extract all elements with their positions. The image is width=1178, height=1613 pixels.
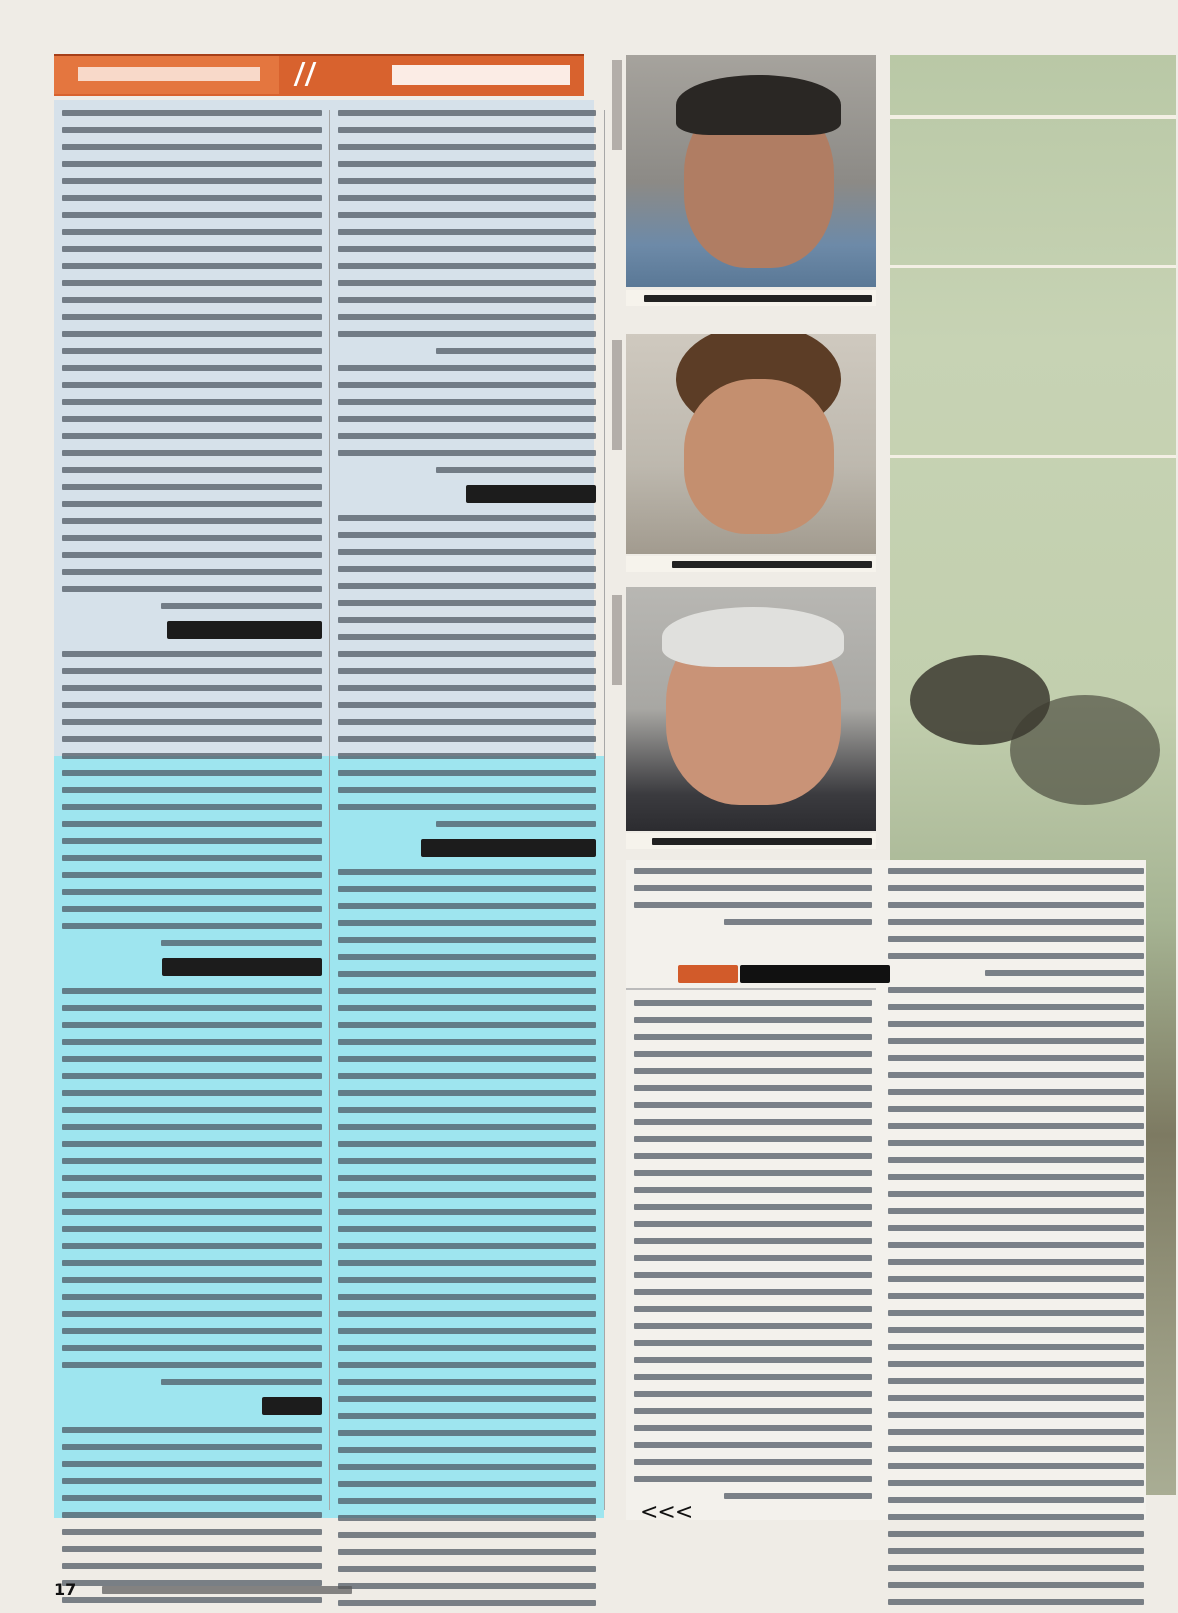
text-line xyxy=(724,1493,872,1499)
text-line xyxy=(634,1051,872,1057)
subheading xyxy=(167,621,322,639)
text-line xyxy=(985,970,1144,976)
text-line xyxy=(634,1187,872,1193)
text-line xyxy=(62,297,322,303)
text-line xyxy=(338,668,596,674)
footer-issue-info xyxy=(102,1586,352,1594)
column-rule xyxy=(604,110,605,1510)
text-line xyxy=(338,787,596,793)
text-line xyxy=(634,1289,872,1295)
text-line xyxy=(338,804,596,810)
text-line xyxy=(338,869,596,875)
text-line xyxy=(338,1447,596,1453)
text-line xyxy=(62,535,322,541)
text-line xyxy=(62,1461,322,1467)
text-line xyxy=(338,1345,596,1351)
text-line xyxy=(338,1005,596,1011)
subheading xyxy=(466,485,596,503)
text-line xyxy=(888,1582,1144,1588)
text-line xyxy=(338,1090,596,1096)
sidebar-heading-rule xyxy=(626,988,876,990)
text-line xyxy=(338,736,596,742)
text-line xyxy=(888,1123,1144,1129)
text-line xyxy=(888,987,1144,993)
text-line xyxy=(338,1209,596,1215)
text-line xyxy=(634,1340,872,1346)
text-line xyxy=(338,988,596,994)
text-line xyxy=(888,868,1144,874)
text-line xyxy=(338,127,596,133)
text-line xyxy=(62,1362,322,1368)
text-line xyxy=(888,902,1144,908)
text-line xyxy=(634,1442,872,1448)
text-line xyxy=(634,1119,872,1125)
text-line xyxy=(338,753,596,759)
text-line xyxy=(888,1089,1144,1095)
text-line xyxy=(634,1408,872,1414)
text-line xyxy=(888,1480,1144,1486)
text-line xyxy=(62,229,322,235)
text-line xyxy=(62,1090,322,1096)
text-line xyxy=(634,1136,872,1142)
text-line xyxy=(888,953,1144,959)
sidebar-label xyxy=(678,965,738,983)
text-line xyxy=(338,365,596,371)
text-line xyxy=(888,1259,1144,1265)
text-line xyxy=(634,1374,872,1380)
photo-credit xyxy=(612,595,622,685)
text-line xyxy=(62,501,322,507)
text-line xyxy=(888,919,1144,925)
text-line xyxy=(62,1563,322,1569)
text-line xyxy=(338,719,596,725)
text-line xyxy=(62,1495,322,1501)
text-line xyxy=(634,1425,872,1431)
text-line xyxy=(634,1238,872,1244)
text-line xyxy=(338,1481,596,1487)
text-line xyxy=(634,1357,872,1363)
text-line xyxy=(888,1361,1144,1367)
text-line xyxy=(634,1323,872,1329)
text-line xyxy=(338,212,596,218)
text-line xyxy=(888,1565,1144,1571)
text-line xyxy=(888,1429,1144,1435)
text-line xyxy=(338,1328,596,1334)
text-line xyxy=(634,1000,872,1006)
text-line xyxy=(338,1413,596,1419)
text-line xyxy=(62,1345,322,1351)
text-line xyxy=(62,586,322,592)
text-line xyxy=(634,1459,872,1465)
text-line xyxy=(62,144,322,150)
text-line xyxy=(338,144,596,150)
text-line xyxy=(62,770,322,776)
text-line xyxy=(338,1073,596,1079)
text-line xyxy=(888,1514,1144,1520)
hair xyxy=(662,607,844,667)
ribbon-separator xyxy=(294,62,317,86)
text-line xyxy=(634,1391,872,1397)
text-line xyxy=(888,1548,1144,1554)
text-line xyxy=(338,246,596,252)
text-line xyxy=(62,736,322,742)
text-line xyxy=(436,821,596,827)
text-line xyxy=(62,331,322,337)
text-line xyxy=(338,1294,596,1300)
text-line xyxy=(338,450,596,456)
text-line xyxy=(888,1446,1144,1452)
text-line xyxy=(62,821,322,827)
text-line xyxy=(62,1039,322,1045)
text-line xyxy=(338,617,596,623)
text-line xyxy=(338,1158,596,1164)
article-column-right xyxy=(338,110,596,1613)
text-line xyxy=(62,365,322,371)
text-line xyxy=(62,1427,322,1433)
text-line xyxy=(888,1106,1144,1112)
dark-figure xyxy=(1010,695,1160,805)
portrait-photo-1 xyxy=(626,55,876,287)
text-line xyxy=(62,280,322,286)
text-line xyxy=(338,1107,596,1113)
sidebar-column-left xyxy=(634,868,872,936)
text-line xyxy=(62,127,322,133)
text-line xyxy=(338,297,596,303)
text-line xyxy=(62,685,322,691)
text-line xyxy=(338,1243,596,1249)
text-line xyxy=(62,1056,322,1062)
sidebar-title xyxy=(740,965,890,983)
text-line xyxy=(62,872,322,878)
text-line xyxy=(888,885,1144,891)
text-line xyxy=(62,1546,322,1552)
face xyxy=(684,379,834,534)
text-line xyxy=(338,263,596,269)
text-line xyxy=(338,1124,596,1130)
text-line xyxy=(338,1192,596,1198)
text-line xyxy=(634,902,872,908)
text-line xyxy=(338,971,596,977)
text-line xyxy=(62,1529,322,1535)
text-line xyxy=(62,1277,322,1283)
text-line xyxy=(338,1226,596,1232)
text-line xyxy=(62,804,322,810)
text-line xyxy=(62,838,322,844)
text-line xyxy=(62,1124,322,1130)
text-line xyxy=(62,569,322,575)
text-line xyxy=(338,1498,596,1504)
text-line xyxy=(338,1175,596,1181)
text-line xyxy=(62,195,322,201)
text-line xyxy=(338,229,596,235)
text-line xyxy=(338,110,596,116)
text-line xyxy=(62,161,322,167)
text-line xyxy=(888,1412,1144,1418)
text-line xyxy=(62,263,322,269)
text-line xyxy=(338,1430,596,1436)
section-ribbon xyxy=(54,54,584,96)
text-line xyxy=(338,1549,596,1555)
text-line xyxy=(338,903,596,909)
text-line xyxy=(62,1311,322,1317)
text-line xyxy=(62,1328,322,1334)
text-line xyxy=(62,178,322,184)
text-line xyxy=(161,940,322,946)
text-line xyxy=(888,1225,1144,1231)
text-line xyxy=(634,1476,872,1482)
text-line xyxy=(888,1497,1144,1503)
text-line xyxy=(888,1208,1144,1214)
text-line xyxy=(888,1395,1144,1401)
text-line xyxy=(62,1444,322,1450)
photo-credit xyxy=(612,60,622,150)
text-line xyxy=(62,1175,322,1181)
still-divider xyxy=(890,455,1176,458)
photo-credit xyxy=(612,340,622,450)
text-line xyxy=(634,1017,872,1023)
text-line xyxy=(62,518,322,524)
text-line xyxy=(888,1327,1144,1333)
text-line xyxy=(62,382,322,388)
text-line xyxy=(62,1226,322,1232)
text-line xyxy=(338,331,596,337)
text-line xyxy=(634,1204,872,1210)
text-line xyxy=(634,1034,872,1040)
text-line xyxy=(62,1512,322,1518)
text-line xyxy=(338,1039,596,1045)
caption-photo-1 xyxy=(626,290,876,306)
text-line xyxy=(62,348,322,354)
text-line xyxy=(62,1107,322,1113)
text-line xyxy=(338,566,596,572)
still-divider xyxy=(890,265,1176,268)
text-line xyxy=(888,1531,1144,1537)
ribbon-byline xyxy=(78,67,260,81)
text-line xyxy=(338,634,596,640)
page-footer xyxy=(54,1580,674,1600)
text-line xyxy=(634,1068,872,1074)
text-line xyxy=(634,1306,872,1312)
text-line xyxy=(634,1153,872,1159)
still-divider xyxy=(890,115,1176,119)
text-line xyxy=(62,1260,322,1266)
text-line xyxy=(338,651,596,657)
subheading xyxy=(421,839,596,857)
text-line xyxy=(62,855,322,861)
text-line xyxy=(62,1005,322,1011)
text-line xyxy=(62,433,322,439)
text-line xyxy=(338,1600,596,1606)
text-line xyxy=(62,1022,322,1028)
text-line xyxy=(888,1310,1144,1316)
text-line xyxy=(634,1255,872,1261)
text-line xyxy=(436,467,596,473)
text-line xyxy=(161,603,322,609)
text-line xyxy=(338,433,596,439)
text-line xyxy=(338,549,596,555)
text-line xyxy=(62,651,322,657)
text-line xyxy=(62,1243,322,1249)
sidebar-column-right xyxy=(888,868,1144,1613)
text-line xyxy=(62,1141,322,1147)
text-line xyxy=(62,246,322,252)
text-line xyxy=(888,1599,1144,1605)
text-line xyxy=(338,1515,596,1521)
text-line xyxy=(888,1157,1144,1163)
text-line xyxy=(634,885,872,891)
page-number: 17 xyxy=(54,1580,77,1599)
text-line xyxy=(62,399,322,405)
text-line xyxy=(62,416,322,422)
subheading xyxy=(162,958,322,976)
text-line xyxy=(62,314,322,320)
text-line xyxy=(338,1379,596,1385)
article-column-left xyxy=(62,110,322,1613)
text-line xyxy=(62,1073,322,1079)
sidebar-heading xyxy=(640,965,890,985)
text-line xyxy=(888,1463,1144,1469)
text-line xyxy=(338,1277,596,1283)
text-line xyxy=(62,1192,322,1198)
text-line xyxy=(888,1242,1144,1248)
text-line xyxy=(62,110,322,116)
text-line xyxy=(62,552,322,558)
text-line xyxy=(338,954,596,960)
column-rule xyxy=(329,110,330,1510)
text-line xyxy=(888,1021,1144,1027)
text-line xyxy=(161,1379,322,1385)
caption-photo-3 xyxy=(626,833,876,849)
text-line xyxy=(338,178,596,184)
text-line xyxy=(634,1102,872,1108)
text-line xyxy=(634,868,872,874)
text-line xyxy=(338,886,596,892)
text-line xyxy=(634,1221,872,1227)
text-line xyxy=(888,1378,1144,1384)
text-line xyxy=(62,1209,322,1215)
text-line xyxy=(62,467,322,473)
text-line xyxy=(338,1396,596,1402)
text-line xyxy=(338,1141,596,1147)
text-line xyxy=(888,1140,1144,1146)
caption-photo-2 xyxy=(626,556,876,572)
text-line xyxy=(62,702,322,708)
text-line xyxy=(338,920,596,926)
text-line xyxy=(338,1056,596,1062)
text-line xyxy=(338,1464,596,1470)
text-line xyxy=(338,937,596,943)
text-line xyxy=(338,382,596,388)
subheading xyxy=(262,1397,322,1415)
text-line xyxy=(338,399,596,405)
text-line xyxy=(62,668,322,674)
text-line xyxy=(888,1293,1144,1299)
text-line xyxy=(634,1170,872,1176)
text-line xyxy=(62,988,322,994)
text-line xyxy=(338,195,596,201)
text-line xyxy=(888,1038,1144,1044)
text-line xyxy=(338,1311,596,1317)
text-line xyxy=(338,1022,596,1028)
text-line xyxy=(888,1174,1144,1180)
text-line xyxy=(62,484,322,490)
text-line xyxy=(338,161,596,167)
text-line xyxy=(338,685,596,691)
portrait-photo-2 xyxy=(626,334,876,554)
text-line xyxy=(62,719,322,725)
continue-marker: <<< xyxy=(640,1500,693,1525)
text-line xyxy=(338,1532,596,1538)
text-line xyxy=(62,1294,322,1300)
text-line xyxy=(62,212,322,218)
text-line xyxy=(62,1478,322,1484)
text-line xyxy=(888,1055,1144,1061)
text-line xyxy=(888,1344,1144,1350)
text-line xyxy=(634,1272,872,1278)
hair xyxy=(676,75,841,135)
text-line xyxy=(62,1158,322,1164)
text-line xyxy=(436,348,596,354)
text-line xyxy=(62,450,322,456)
text-line xyxy=(338,1260,596,1266)
text-line xyxy=(338,280,596,286)
text-line xyxy=(888,1191,1144,1197)
text-line xyxy=(338,532,596,538)
text-line xyxy=(338,416,596,422)
text-line xyxy=(62,889,322,895)
portrait-photo-3 xyxy=(626,587,876,831)
text-line xyxy=(338,1362,596,1368)
text-line xyxy=(888,1072,1144,1078)
text-line xyxy=(62,906,322,912)
text-line xyxy=(338,515,596,521)
text-line xyxy=(338,600,596,606)
text-line xyxy=(634,1085,872,1091)
text-line xyxy=(338,770,596,776)
text-line xyxy=(62,753,322,759)
text-line xyxy=(338,314,596,320)
text-line xyxy=(62,787,322,793)
text-line xyxy=(62,923,322,929)
text-line xyxy=(888,1276,1144,1282)
ribbon-title xyxy=(392,65,570,85)
text-line xyxy=(724,919,872,925)
text-line xyxy=(338,583,596,589)
sidebar-column-left-body xyxy=(634,1000,872,1510)
text-line xyxy=(888,1004,1144,1010)
text-line xyxy=(338,702,596,708)
text-line xyxy=(338,1566,596,1572)
text-line xyxy=(888,936,1144,942)
